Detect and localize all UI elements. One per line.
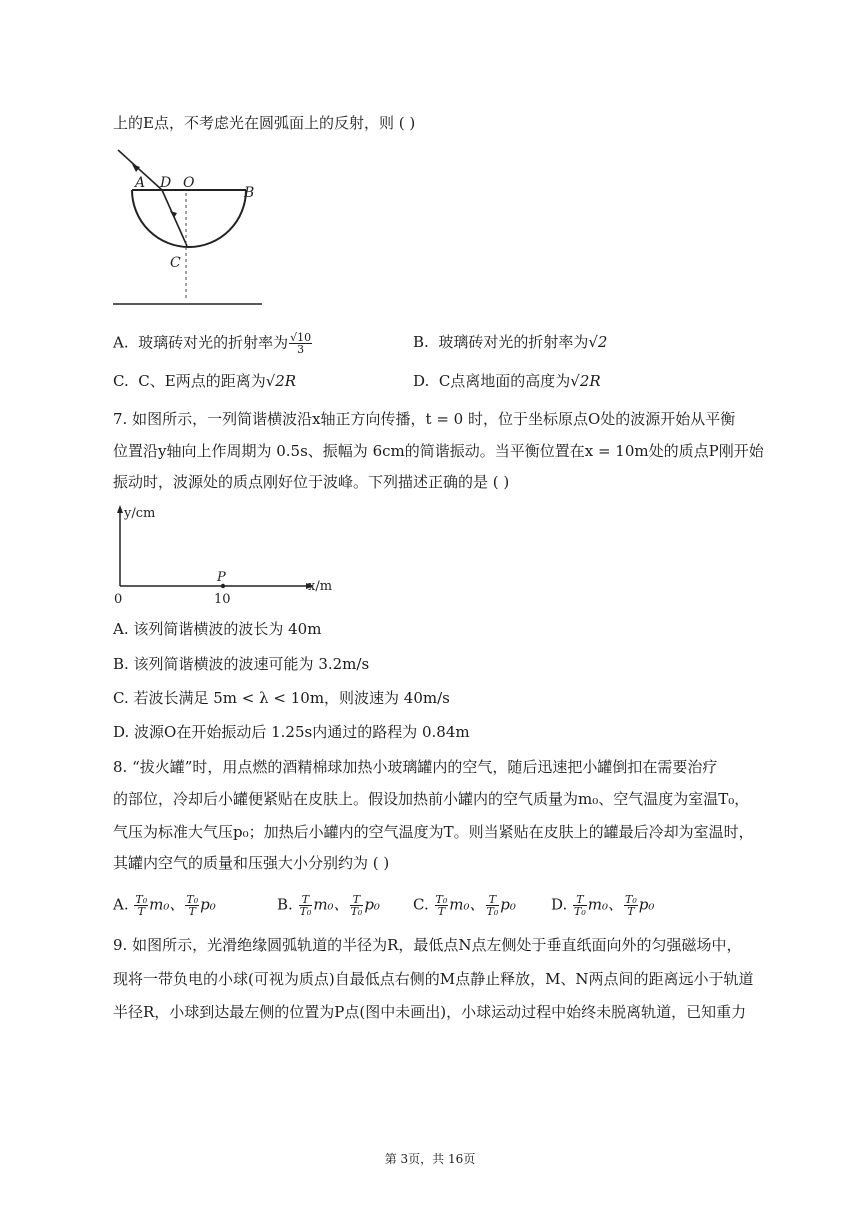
q7-option-c: C. 若波长满足 5m < λ < 10m，则波速为 40m/s — [113, 689, 450, 707]
q6-label-a: A — [135, 175, 146, 191]
q7-option-d: D. 波源O在开始振动后 1.25s内通过的路程为 0.84m — [113, 723, 470, 741]
q8-option-c: C. $\frac{\text{T₀}}{T}$ m₀、 $\frac{T}{\text{T₀}}$ p₀ — [413, 893, 516, 918]
q6-ray-arrow — [132, 164, 140, 172]
q9-line-1: 9. 如图所示，光滑绝缘圆弧轨道的半径为R，最低点N点左侧处于垂直纸面向外的匀强磁场中， — [113, 936, 742, 954]
q7-line-1: 7. 如图所示，一列简谐横波沿x轴正方向传播，t = 0 时，位于坐标原点O处的波源开始从平衡 — [113, 410, 736, 428]
q6-option-d: D. C点离地面的高度为√2R — [413, 372, 601, 390]
q7-figure — [110, 502, 345, 607]
intro-text: 上的E点，不考虑光在圆弧面上的反射，则 ( ) — [113, 114, 416, 132]
q6-label-d: D — [160, 175, 172, 191]
q7-line-2: 位置沿y轴向上作周期为 0.5s、振幅为 6cm的简谐振动。当平衡位置在x = 10m处的质点P刚开始 — [113, 442, 764, 460]
q8-line-1: 8. “拔火罐”时，用点燃的酒精棉球加热小玻璃罐内的空气，随后迅速把小罐倒扣在需要治疗 — [113, 758, 718, 776]
q8-line-2: 的部位，冷却后小罐便紧贴在皮肤上。假设加热前小罐内的空气质量为m₀、空气温度为室温T₀， — [113, 790, 750, 808]
q6-figure — [110, 145, 270, 310]
q6-label-b: B — [244, 185, 255, 201]
q7-y-arrow — [117, 505, 123, 513]
q8-option-d: D. $\frac{T}{\text{T₀}}$ m₀、 $\frac{\text{T₀}}{T}$ p₀ — [551, 893, 655, 918]
q6-option-a: A. 玻璃砖对光的折射率为 $\frac{√10}{3}$ — [113, 331, 312, 356]
q7-tick-label: 10 — [214, 592, 231, 607]
q6-label-c: C — [170, 255, 181, 271]
q6-option-b: B. 玻璃砖对光的折射率为√2 — [413, 333, 608, 351]
q8-option-b: B. $\frac{T}{\text{T₀}}$ m₀、 $\frac{T}{\text{T₀}}$ p₀ — [277, 893, 380, 918]
page-footer: 第 3页，共 16页 — [384, 1152, 476, 1166]
q7-x-label: x/m — [308, 579, 333, 594]
q8-line-3: 气压为标准大气压p₀；加热后小罐内的空气温度为T。则当紧贴在皮肤上的罐最后冷却为室温时， — [113, 823, 754, 841]
q7-line-3: 振动时，波源处的质点刚好位于波峰。下列描述正确的是 ( ) — [113, 473, 510, 491]
q7-p-label: P — [217, 570, 226, 585]
q7-origin-label: 0 — [114, 592, 123, 607]
q7-option-a: A. 该列简谐横波的波长为 40m — [113, 620, 322, 638]
q8-line-4: 其罐内空气的质量和压强大小分别约为 ( ) — [113, 854, 390, 872]
q6-option-c: C. C、E两点的距离为√2R — [113, 372, 297, 390]
q6-refracted-ray — [162, 190, 187, 246]
q6-refracted-arrow — [170, 211, 177, 218]
q9-line-2: 现将一带负电的小球(可视为质点)自最低点右侧的M点静止释放，M、N两点间的距离远小于轨道 — [113, 970, 754, 988]
q8-option-a: A. $\frac{\text{T₀}}{T}$ m₀、 $\frac{\text{T₀}}{T}$ p₀ — [113, 893, 216, 918]
q9-line-3: 半径R，小球到达最左侧的位置为P点(图中未画出)，小球运动过程中始终未脱离轨道，已知重力 — [113, 1003, 747, 1021]
q6-semicircle — [132, 190, 246, 247]
q7-y-label: y/cm — [124, 506, 156, 521]
q7-option-b: B. 该列简谐横波的波速可能为 3.2m/s — [113, 655, 370, 673]
q6-label-o: O — [183, 175, 195, 191]
